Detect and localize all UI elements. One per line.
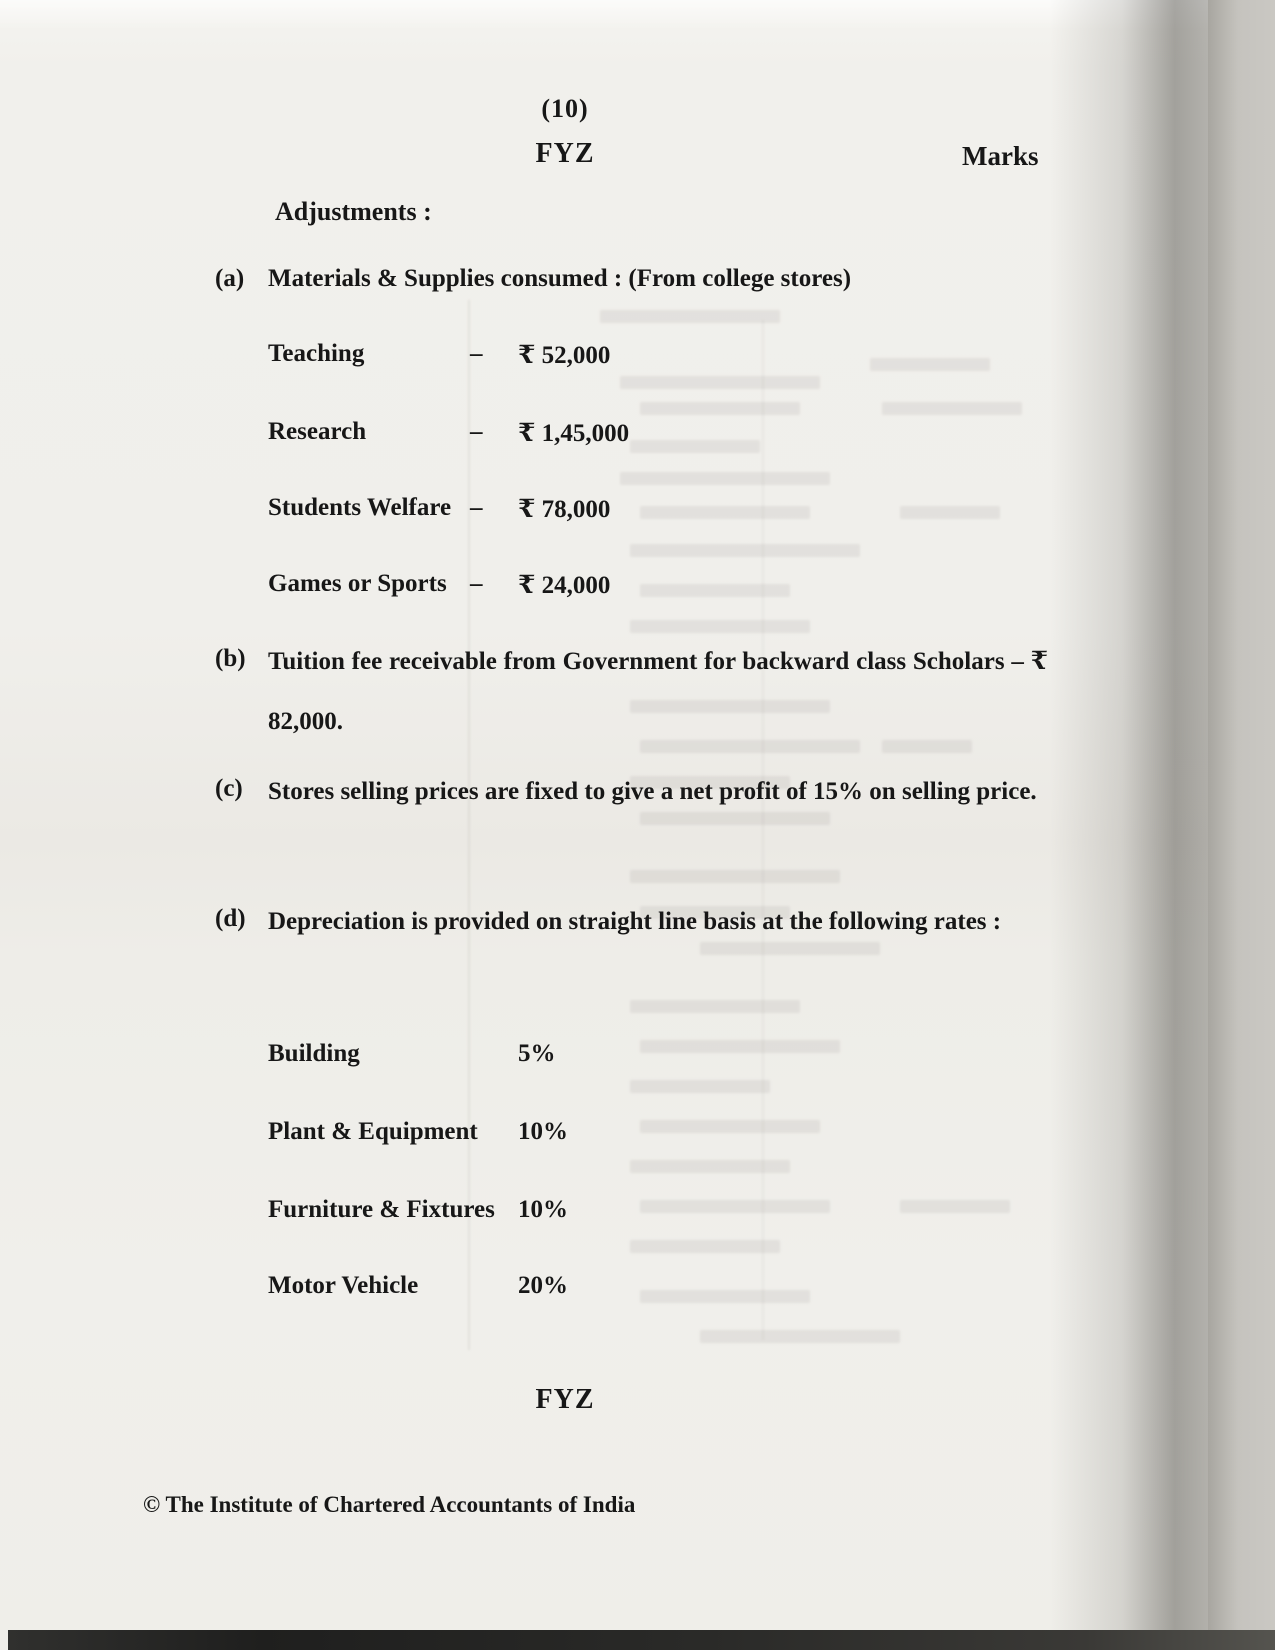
bleedthrough-artifact <box>630 1160 790 1173</box>
dash-separator: – <box>470 570 483 597</box>
dash-separator: – <box>470 418 483 445</box>
bleedthrough-artifact <box>700 1330 900 1343</box>
bleedthrough-artifact <box>630 544 860 557</box>
page-number: (10) <box>541 94 589 123</box>
consumption-item-name: Students Welfare <box>268 494 452 521</box>
item-c-text: Stores selling prices are fixed to give a net profit of 15% on selling price. <box>268 778 1037 805</box>
bleedthrough-table-rule <box>468 300 470 1350</box>
bleedthrough-artifact <box>900 1200 1010 1213</box>
depreciation-rate: 20% <box>518 1272 568 1299</box>
bleedthrough-artifact <box>620 376 820 389</box>
bleedthrough-artifact <box>600 310 780 323</box>
consumption-row <box>268 570 828 606</box>
bleedthrough-artifact <box>620 472 830 485</box>
item-a-label: (a) <box>215 265 245 292</box>
bleedthrough-artifact <box>640 402 800 415</box>
dash-separator: – <box>470 494 483 521</box>
scan-bottom-edge <box>8 1630 1275 1650</box>
bleedthrough-artifact <box>630 1240 780 1253</box>
bleedthrough-artifact <box>630 870 840 883</box>
asset-name: Motor Vehicle <box>268 1272 419 1299</box>
asset-name: Plant & Equipment <box>268 1118 478 1145</box>
consumption-item-value: ₹ 1,45,000 <box>518 420 630 447</box>
item-d-text: Depreciation is provided on straight line basis at the following rates : <box>268 908 1002 935</box>
item-a-text: Materials & Supplies consumed : (From college stores) <box>268 265 852 292</box>
scan-right-edge-shadow <box>1050 0 1210 1650</box>
bleedthrough-artifact <box>630 1000 800 1013</box>
consumption-row <box>268 340 828 376</box>
scan-right-edge <box>1208 0 1275 1650</box>
footer-code: FYZ <box>535 1384 595 1415</box>
item-b-text: Tuition fee receivable from Government for backward class Scholars – ₹ 82,000. <box>268 648 1048 735</box>
adjustments-heading: Adjustments : <box>275 197 432 226</box>
depreciation-rate-row <box>268 1118 828 1154</box>
header-code: FYZ <box>535 138 595 169</box>
depreciation-rate-row <box>268 1040 828 1076</box>
depreciation-rate-row <box>268 1196 828 1232</box>
depreciation-rate-row <box>268 1272 828 1308</box>
bleedthrough-artifact <box>630 1080 770 1093</box>
dash-separator: – <box>470 340 483 367</box>
bleedthrough-artifact <box>870 358 990 371</box>
item-c-label: (c) <box>215 775 243 802</box>
item-d-label: (d) <box>215 905 246 932</box>
consumption-item-name: Games or Sports <box>268 570 447 597</box>
bleedthrough-artifact <box>882 402 1022 415</box>
bleedthrough-artifact <box>900 506 1000 519</box>
marks-label: Marks <box>962 141 1039 171</box>
consumption-item-value: ₹ 78,000 <box>518 496 611 523</box>
depreciation-rate: 10% <box>518 1118 568 1145</box>
consumption-item-name: Teaching <box>268 340 365 367</box>
depreciation-rate: 5% <box>518 1040 556 1067</box>
consumption-item-value: ₹ 24,000 <box>518 572 611 599</box>
consumption-item-value: ₹ 52,000 <box>518 342 611 369</box>
asset-name: Building <box>268 1040 360 1067</box>
asset-name: Furniture & Fixtures <box>268 1196 495 1223</box>
item-b-label: (b) <box>215 645 246 672</box>
copyright-notice: © The Institute of Chartered Accountants of India <box>143 1492 636 1517</box>
depreciation-rate: 10% <box>518 1196 568 1223</box>
consumption-row <box>268 418 828 454</box>
consumption-item-name: Research <box>268 418 367 445</box>
consumption-row <box>268 494 828 530</box>
